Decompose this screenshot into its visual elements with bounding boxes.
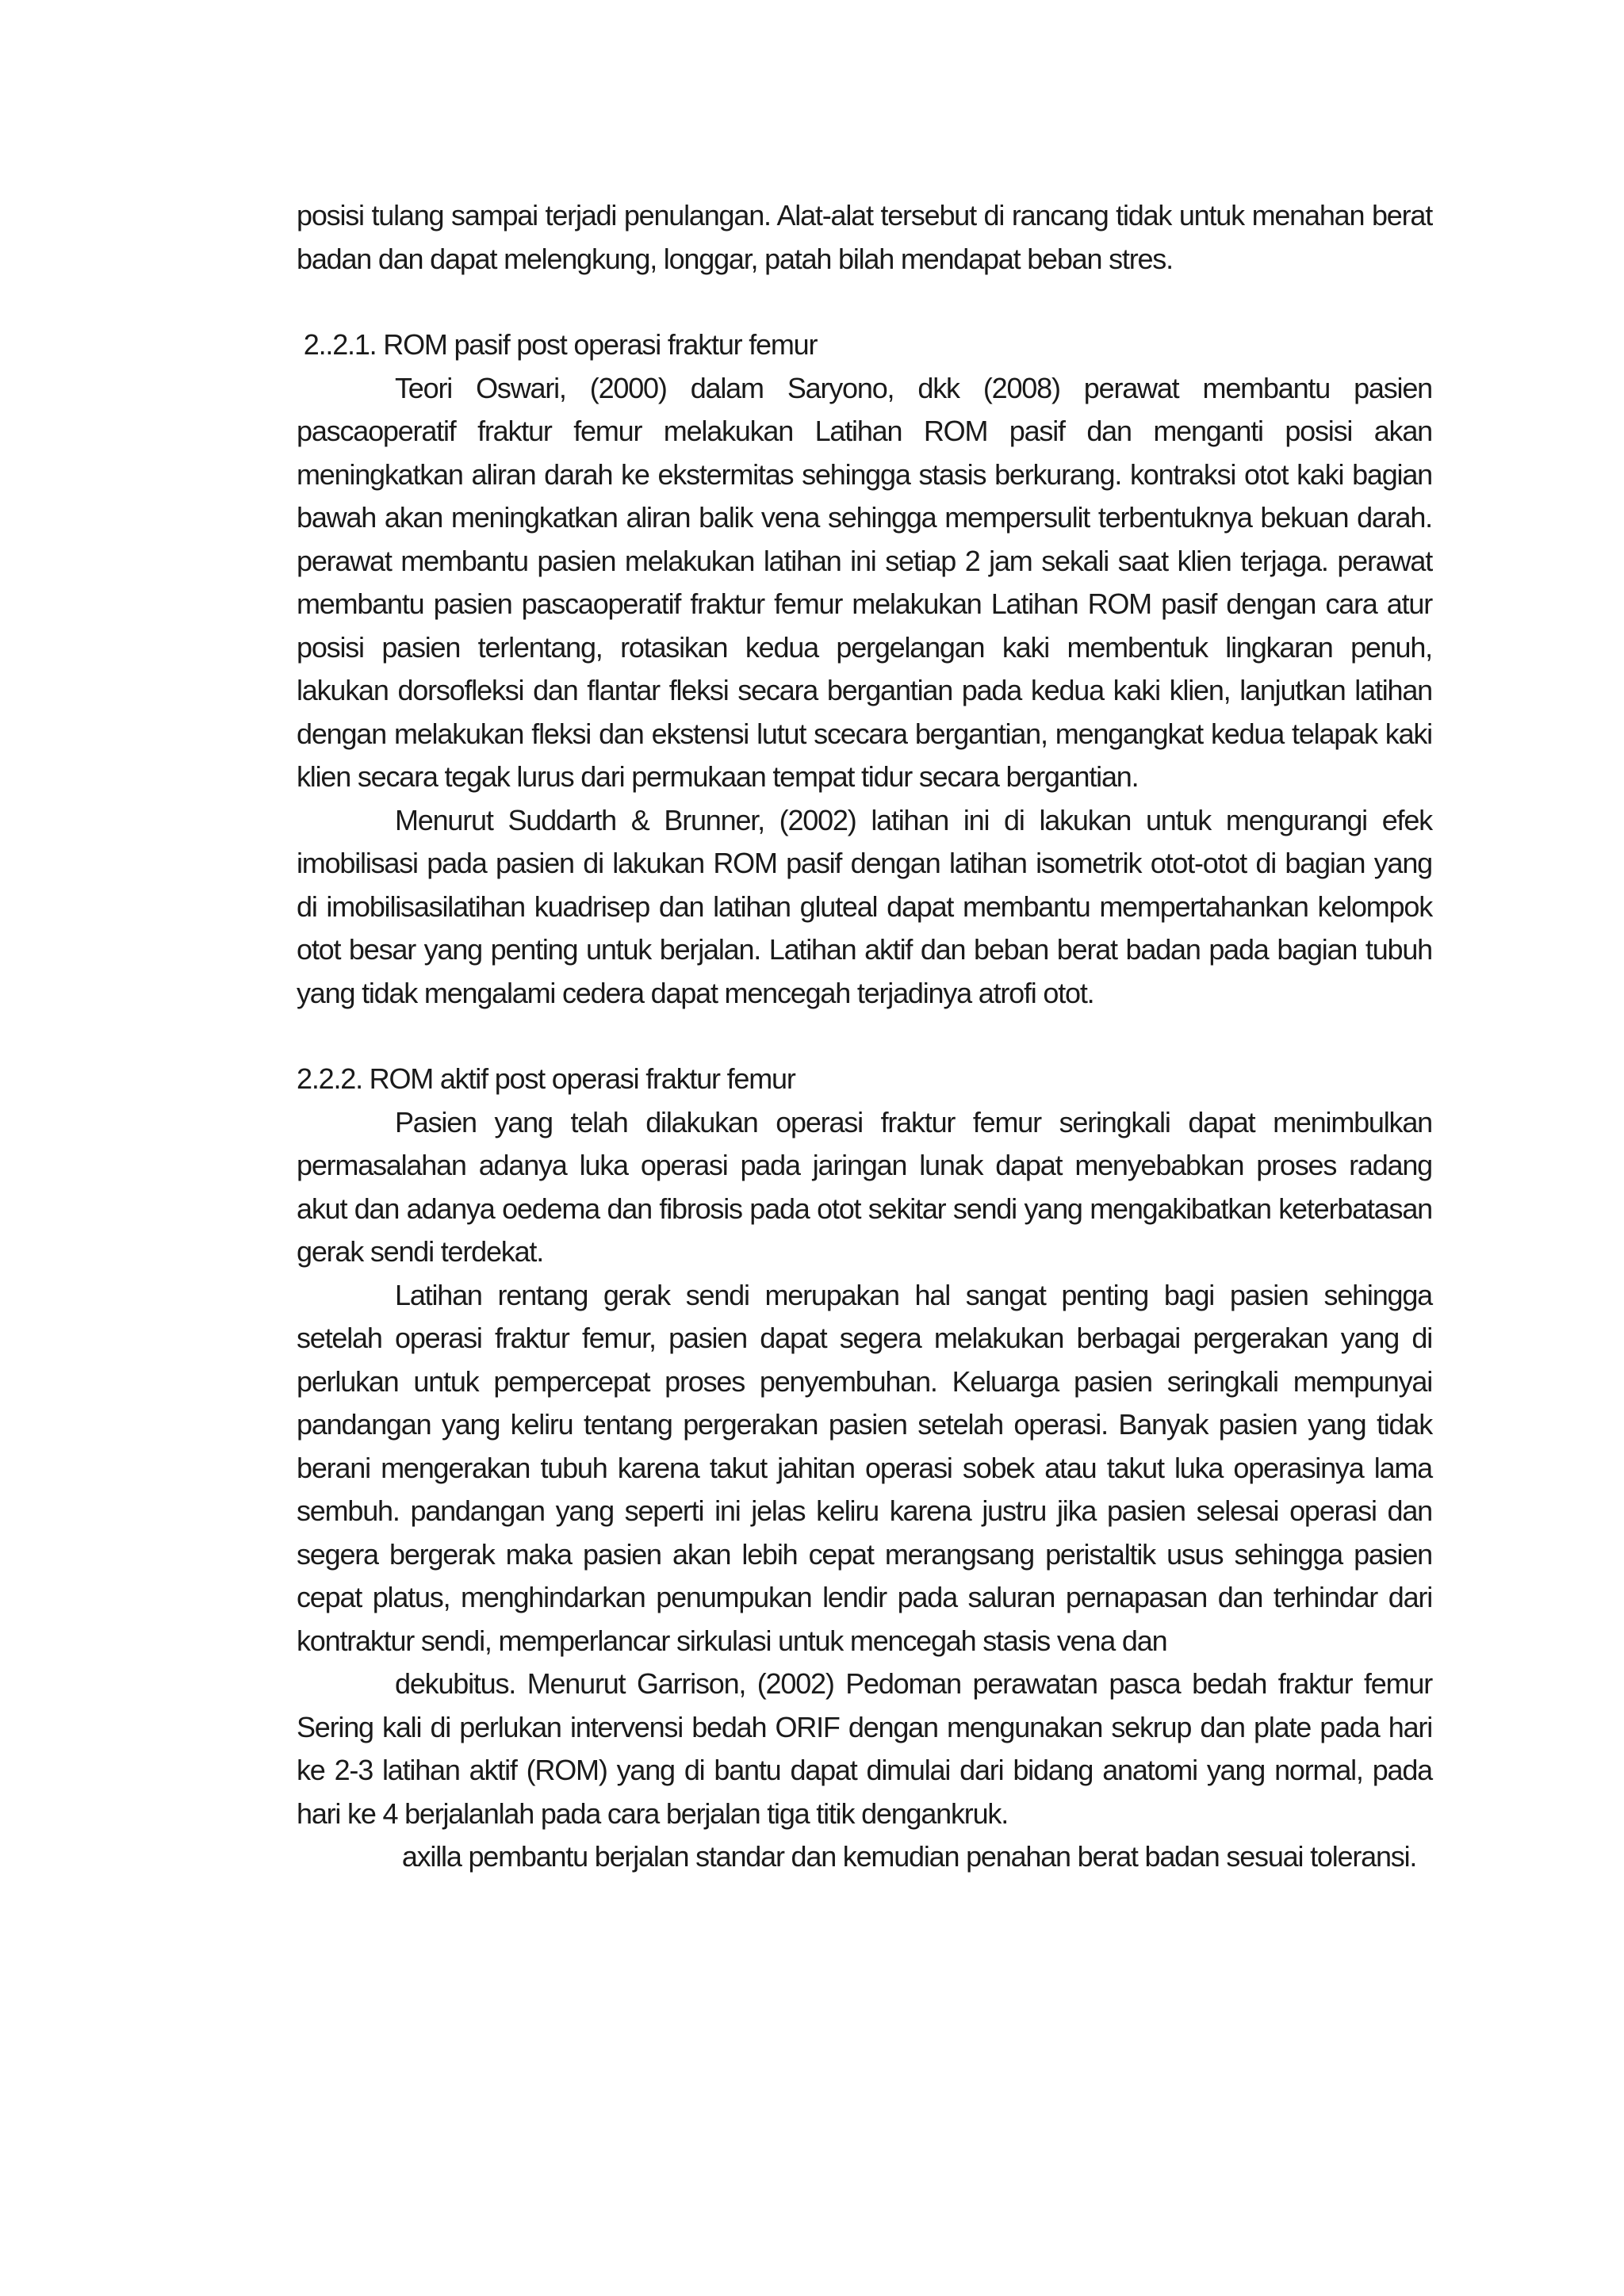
paragraph-rom-aktif-latihan: Latihan rentang gerak sendi merupakan hal sangat penting bagi pasien sehingga setelah operasi fraktur femur, pasien dapat segera melakukan berbagai pergerakan yang di perlukan untuk pempercepat proses penyembuhan. Keluarga pasien seringkali mempunyai pandangan yang keliru tentang pergerakan pasien setelah operasi. Banyak pasien yang tidak berani mengerakan tubuh karena takut jahitan operasi sobek atau takut luka operasinya lama sembuh. pandangan yang seperti ini jelas keliru karena justru jika pasien selesai operasi dan segera bergerak maka pasien akan lebih cepat merangsang peristaltik usus sehingga pasien cepat platus, menghindarkan penumpukan lendir pada saluran pernapasan dan terhindar dari kontraktur sendi, memperlancar sirkulasi untuk mencegah stasis vena dan	[297, 1278, 1432, 1657]
document-body	[297, 194, 1432, 1879]
paragraph-rom-aktif-garrison: dekubitus. Menurut Garrison, (2002) Pedoman perawatan pasca bedah fraktur femur Sering kali di perlukan intervensi bedah ORIF dengan mengunakan sekrup dan plate pada hari ke 2-3 latihan aktif (ROM) yang di bantu dapat dimulai dari bidang anatomi yang normal, pada hari ke 4 berjalanlah pada cara berjalan tiga titik dengankruk.	[297, 1667, 1432, 1830]
section-heading-rom-aktif: 2.2.2. ROM aktif post operasi fraktur femur	[297, 1062, 795, 1095]
section-heading-rom-pasif: 2..2.1. ROM pasif post operasi fraktur femur	[297, 328, 818, 361]
paragraph-rom-aktif-pasien: Pasien yang telah dilakukan operasi fraktur femur seringkali dapat menimbulkan permasalahan adanya luka operasi pada jaringan lunak dapat menyebabkan proses radang akut dan adanya oedema dan fibrosis pada otot sekitar sendi yang mengakibatkan keterbatasan gerak sendi terdekat.	[297, 1105, 1432, 1268]
paragraph-rom-pasif-suddarth: Menurut Suddarth & Brunner, (2002) latihan ini di lakukan untuk mengurangi efek imobilisasi pada pasien di lakukan ROM pasif dengan latihan isometrik otot-otot di bagian yang di imobilisasilatihan kuadrisep dan latihan gluteal dapat membantu mempertahankan kelompok otot besar yang penting untuk berjalan. Latihan aktif dan beban berat badan pada bagian tubuh yang tidak mengalami cedera dapat mencegah terjadinya atrofi otot.	[297, 803, 1432, 1009]
spacer	[297, 281, 1432, 323]
paragraph-rom-pasif-oswari: Teori Oswari, (2000) dalam Saryono, dkk (2008) perawat membantu pasien pascaoperatif fraktur femur melakukan Latihan ROM pasif dan menganti posisi akan meningkatkan aliran darah ke ekstermitas sehingga stasis berkurang. kontraksi otot kaki bagian bawah akan meningkatkan aliran balik vena sehingga mempersulit terbentuknya bekuan darah. perawat membantu pasien melakukan latihan ini setiap 2 jam sekali saat klien terjaga. perawat membantu pasien pascaoperatif fraktur femur melakukan Latihan ROM pasif dengan cara atur posisi pasien terlentang, rotasikan kedua pergelangan kaki membentuk lingkaran penuh, lakukan dorsofleksi dan flantar fleksi secara bergantian pada kedua kaki klien, lanjutkan latihan dengan melakukan fleksi dan ekstensi lutut scecara bergantian, mengangkat kedua telapak kaki klien secara tegak lurus dari permukaan tempat tidur secara bergantian.	[297, 371, 1432, 793]
intro-paragraph: posisi tulang sampai terjadi penulangan. Alat-alat tersebut di rancang tidak untuk menahan berat badan dan dapat melengkung, longgar, patah bilah mendapat beban stres.	[297, 199, 1432, 275]
spacer	[297, 1015, 1432, 1058]
paragraph-rom-aktif-axilla: axilla pembantu berjalan standar dan kemudian penahan berat badan sesuai toleransi.	[395, 1840, 1417, 1873]
